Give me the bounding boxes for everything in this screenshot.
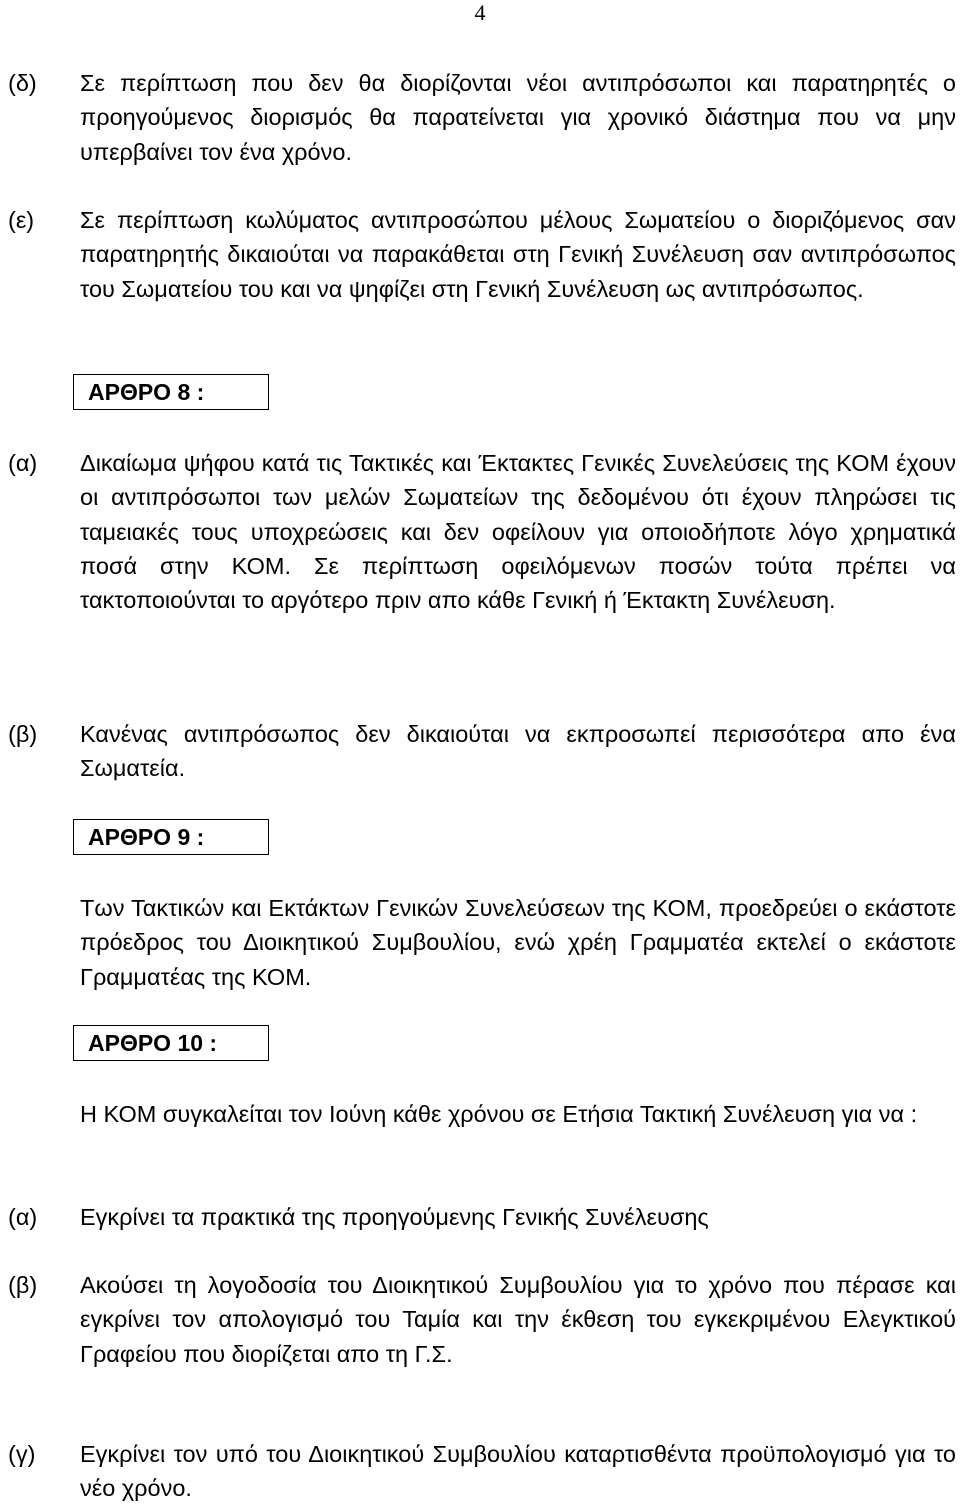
article-10-intro-text: Η ΚΟΜ συγκαλείται τον Ιούνη κάθε χρόνου σε Ετήσια Τακτική Συνέλευση για να : <box>80 1101 918 1127</box>
clause-text: Εγκρίνει τον υπό του Διοικητικού Συμβουλίου καταρτισθέντα προϋπολογισμό για το νέο χρόνο. <box>80 1441 956 1502</box>
clause-label: (α) <box>8 450 38 476</box>
clause-text: Κανένας αντιπρόσωπος δεν δικαιούται να εκπροσωπεί περισσότερα απο ένα Σωματεία. <box>80 721 956 782</box>
clause-text: Ακούσει τη λογοδοσία του Διοικητικού Συμβουλίου για το χρόνο που πέρασε και εγκρίνει τον απολογισμό του Ταμία και την έκθεση του εγκεκριμένου Ελεγκτικού Γραφείου που διορίζεται απο τη Γ.Σ. <box>80 1272 956 1367</box>
clause-label: (α) <box>8 1204 38 1230</box>
clause-text: Δικαίωμα ψήφου κατά τις Τακτικές και Έκτακτες Γενικές Συνελεύσεις της ΚΟΜ έχουν οι αντιπρόσωποι των μελών Σωματείων της δεδομένου ότι έχουν πληρώσει τις ταμειακές τους υποχρεώσεις και δεν οφείλουν για οποιοδήποτε λόγο χρηματικά ποσά στην ΚΟΜ. Σε περίπτωση οφειλόμενων ποσών τούτα πρέπει να τακτοποιούνται το αργότερο πριν απο κάθε Γενική ή Έκτακτη Συνέλευση. <box>80 450 956 614</box>
article-9-text: Των Τακτικών και Εκτάκτων Γενικών Συνελεύσεων της ΚΟΜ, προεδρεύει ο εκάστοτε πρόεδρος του Διοικητικού Συμβουλίου, ενώ χρέη Γραμματέα εκτελεί ο εκάστοτε Γραμματέας της ΚΟΜ. <box>80 895 956 990</box>
clause-label: (β) <box>8 1272 38 1298</box>
clause-text: Εγκρίνει τα πρακτικά της προηγούμενης Γενικής Συνέλευσης <box>80 1204 709 1230</box>
page-number: 4 <box>474 0 486 25</box>
clause-label: (δ) <box>8 70 37 96</box>
article-9-heading: ΑΡΘΡΟ 9 : <box>73 819 269 855</box>
clause-label: (β) <box>8 721 38 747</box>
article-10-heading: ΑΡΘΡΟ 10 : <box>73 1025 269 1061</box>
clause-label: (ε) <box>8 207 35 233</box>
article-8-heading: ΑΡΘΡΟ 8 : <box>73 374 269 410</box>
clause-text: Σε περίπτωση κωλύματος αντιπροσώπου μέλους Σωματείου ο διοριζόμενος σαν παρατηρητής δικαιούται να παρακάθεται στη Γενική Συνέλευση σαν αντιπρόσωπος του Σωματείου του και να ψηφίζει στη Γενική Συνέλευση ως αντιπρόσωπος. <box>80 207 956 302</box>
clause-label: (γ) <box>8 1441 36 1467</box>
clause-text: Σε περίπτωση που δεν θα διορίζονται νέοι αντιπρόσωποι και παρατηρητές ο προηγούμενος διορισμός θα παρατείνεται για χρονικό διάστημα που να μην υπερβαίνει τον ένα χρόνο. <box>80 70 956 165</box>
